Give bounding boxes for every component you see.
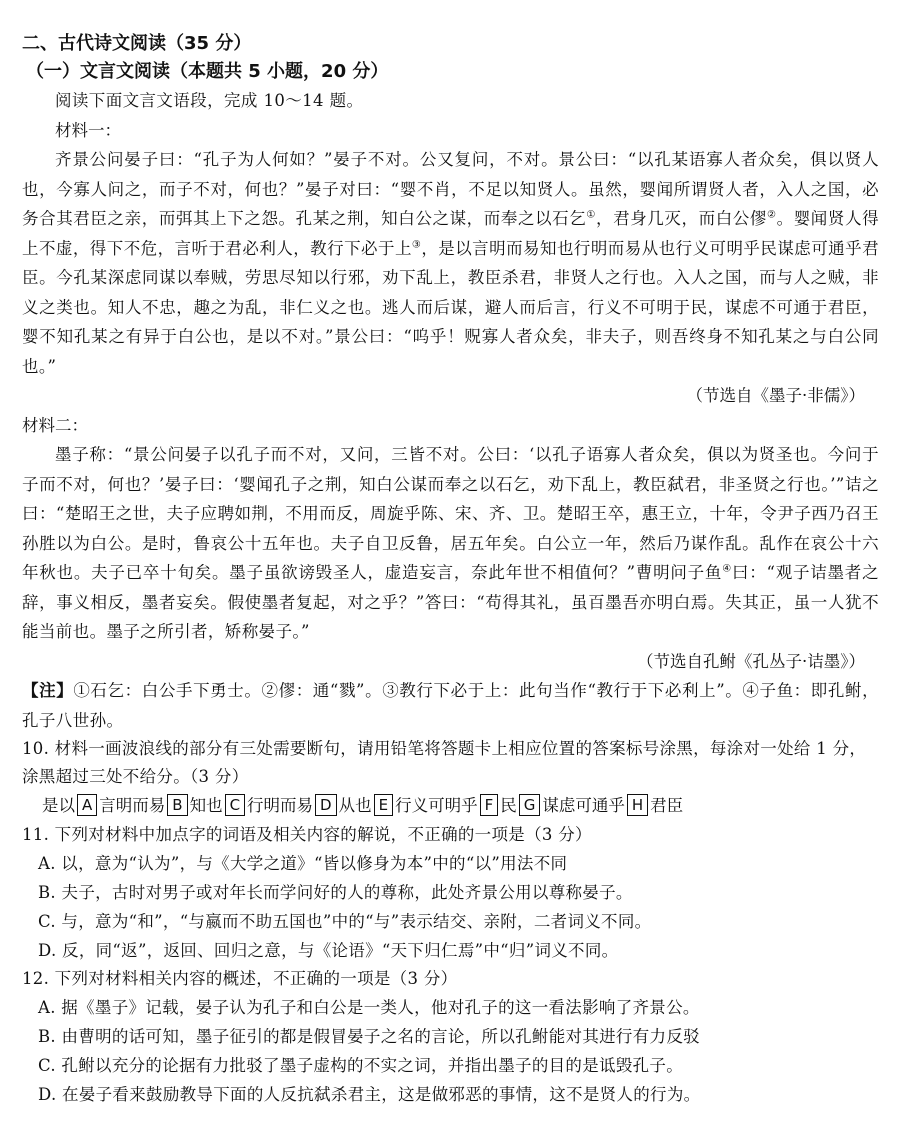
q11-option-d[interactable]: D. 反，同“返”，返回、回归之意，与《论语》“天下归仁焉”中“归”词义不同。 (38, 941, 619, 960)
q10-seg-2: 知也 (189, 796, 223, 815)
footnote-3: ③ (411, 239, 422, 250)
q11-stem: 11. 下列对材料中加点字的词语及相关内容的解说，不正确的一项是（3 分） (22, 825, 592, 844)
q11-option-c[interactable]: C. 与，意为“和”，“与嬴而不助五国也”中的“与”表示结交、亲附，二者词义不同。 (38, 912, 652, 931)
q12-option-b[interactable]: B. 由曹明的话可知，墨子征引的都是假冒晏子之名的言论，所以孔鲋能对其进行有力反驳 (38, 1027, 700, 1046)
answer-box-g[interactable]: G (519, 794, 541, 816)
material1-source: （节选自《墨子·非儒》） (686, 386, 865, 405)
material1-text-c: 。婴闻贤人得上不虚，得下不危，言听于君必利人，教行下必于上 (22, 209, 880, 258)
answer-box-b[interactable]: B (167, 794, 187, 816)
q10-seg-5: 行义可明乎 (395, 796, 478, 815)
notes-text: ①石乞：白公手下勇士。②僇：通“戮”。③教行下必于上：此句当作“教行于下必利上”。④子鱼：即孔鲋，孔子八世孙。 (22, 681, 880, 730)
q12-option-d[interactable]: D. 在晏子看来鼓励教导下面的人反抗弑杀君主，这是做邪恶的事情，这不是贤人的行为。 (38, 1085, 701, 1104)
q12-option-a[interactable]: A. 据《墨子》记载，晏子认为孔子和白公是一类人，他对孔子的这一看法影响了齐景公。 (38, 998, 700, 1017)
material2-text-b: 曰：“观子诘墨者之辞，事义相反，墨者妄矣。假使墨者复起，对之乎？”答曰：“苟得其礼，虽百墨吾亦明白焉。失其正，虽一人犹不能当前也。墨子之所引者，矫称晏子。” (22, 563, 879, 641)
answer-box-h[interactable]: H (627, 794, 648, 816)
footnote-4: ④ (722, 563, 732, 575)
q10-seg-6: 民 (500, 796, 517, 815)
material1-label: 材料一： (55, 120, 121, 140)
q10-seg-4: 从也 (338, 796, 372, 815)
q10-seg-3: 行明而易 (247, 796, 314, 815)
q10-seg-0: 是以 (42, 796, 75, 815)
q10-seg-1: 言明而易 (99, 796, 166, 815)
q10-stem: 10. 材料一画波浪线的部分有三处需要断句，请用铅笔将答题卡上相应位置的答案标号涂黑，每涂对一处给 1 分，涂黑超过三处不给分。（3 分） (22, 739, 867, 786)
answer-box-f[interactable]: F (480, 794, 499, 816)
notes (22, 676, 879, 735)
q12-option-c[interactable]: C. 孔鲋以充分的论据有力批驳了墨子虚构的不实之词，并指出墨子的目的是诋毁孔子。 (38, 1056, 684, 1075)
material2-text (22, 440, 879, 647)
notes-label: 【注】 (22, 681, 74, 700)
material1-text (22, 145, 879, 381)
material1-text-b: ，君身几灭，而白公僇 (595, 209, 768, 228)
answer-box-a[interactable]: A (77, 794, 97, 816)
material1-text-a: 齐景公问晏子曰：“孔子为人何如？”晏子不对。公又复问，不对。景公曰：“以孔某语寡人者众矣，俱以贤人也，今寡人问之，而子不对，何也？”晏子对曰：“婴不肖，不足以知贤人。虽然，婴闻所谓贤人者，入人之国，必务合其君臣之亲，而弭其上下之怨。孔某之荆，知白公之谋，而奉之以石乞 (22, 150, 879, 228)
q12-stem: 12. 下列对材料相关内容的概述，不正确的一项是（3 分） (22, 969, 458, 988)
material1-text-d: ，是以言明而易知也行明而易从也行义可明乎民谋虑可通乎君臣。今孔某深虑同谋以奉贼，劳思尽知以行邪，劝下乱上，教臣杀君，非贤人之行也。入人之国，而与人之贼，非义之类也。知人不忠，趣之为乱，非仁义之也。逃人而后谋，避人而后言，行义不可明于民，谋虑不可通于君臣，婴不知孔某之有异于白公也，是以不对。”景公曰：“呜乎！贶寡人者众矣，非夫子，则吾终身不知孔某之与白公同也。” (22, 238, 879, 376)
section-title: 二、古代诗文阅读（35 分） (22, 33, 252, 54)
answer-box-e[interactable]: E (374, 794, 393, 816)
answer-box-c[interactable]: C (225, 794, 245, 816)
material2-label: 材料二： (22, 415, 88, 435)
instruction: 阅读下面文言文语段，完成 10～14 题。 (55, 91, 364, 110)
footnote-2: ② (767, 209, 777, 221)
q11-option-b[interactable]: B. 夫子，古时对男子或对年长而学问好的人的尊称，此处齐景公用以尊称晏子。 (38, 883, 633, 902)
footnote-1: ① (586, 209, 596, 221)
q10-sentence (22, 791, 879, 821)
q11-option-a[interactable]: A. 以，意为“认为”，与《大学之道》“皆以修身为本”中的“以”用法不同 (38, 854, 568, 873)
q10-seg-7: 谋虑可通乎 (542, 796, 625, 815)
material2-source: （节选自孔鲋《孔丛子·诘墨》） (637, 651, 865, 671)
section-subtitle: （一）文言文阅读（本题共 5 小题，20 分） (26, 61, 389, 82)
answer-box-d[interactable]: D (315, 794, 337, 816)
q10-seg-8: 君臣 (650, 796, 684, 815)
material2-text-a: 墨子称：“景公问晏子以孔子而不对，又问，三皆不对。公曰：‘以孔子语寡人者众矣，俱以为贤圣也。今问于子而不对，何也？’晏子曰：‘婴闻孔子之荆，知白公谋而奉之以石乞，劝下乱上，教臣弑君，非圣贤之行也。’”诘之曰：“楚昭王之世，夫子应聘如荆，不用而反，周旋乎陈、宋、齐、卫。楚昭王卒，惠王立，十年，令尹子西乃召王孙胜以为白公。是时，鲁哀公十五年也。夫子自卫反鲁，居五年矣。白公立一年，然后乃谋作乱。乱作在哀公十六年秋也。夫子已卒十旬矣。墨子虽欲谤毁圣人，虚造妄言，奈此年世不相值何？”曹明问子鱼 (22, 445, 879, 582)
